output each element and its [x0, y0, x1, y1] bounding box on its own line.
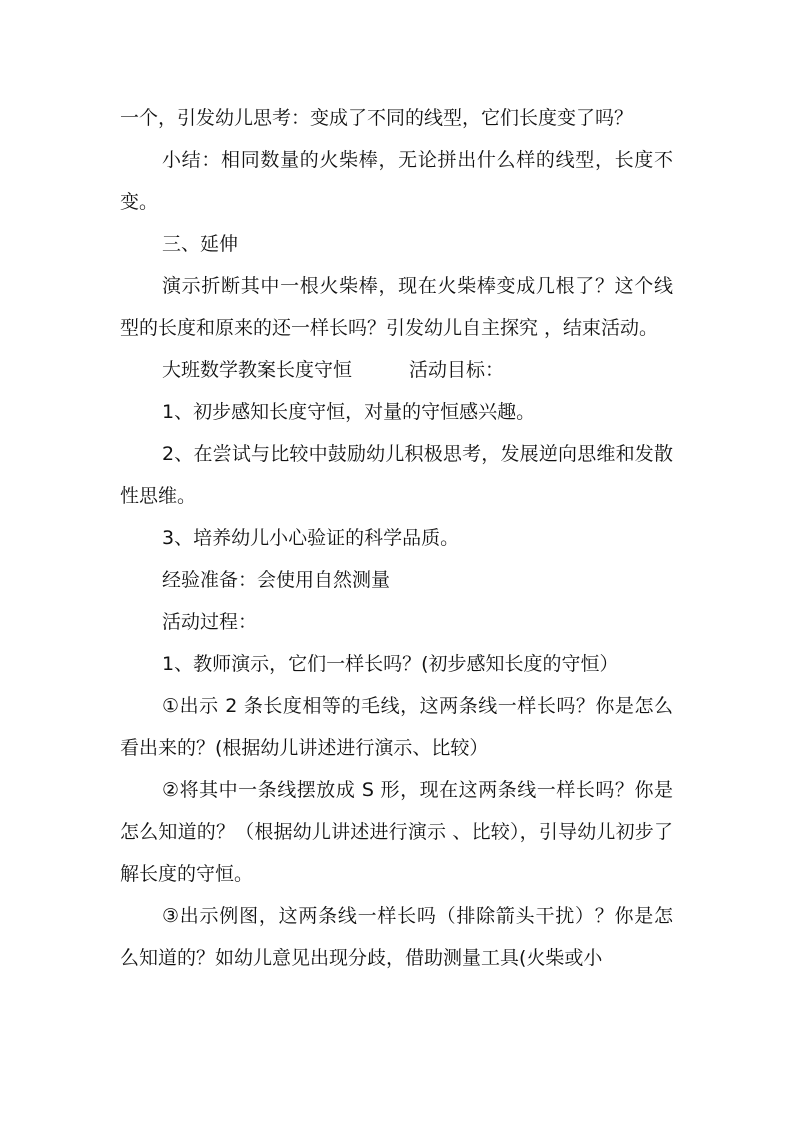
document-body	[120, 97, 673, 979]
experience-preparation: 经验准备：会使用自然测量	[162, 569, 391, 591]
objective-3: 3、培养幼儿小心验证的科学品质。	[162, 527, 460, 549]
process-substep-3: ③出示例图，这两条线一样长吗（排除箭头干扰）？你是怎么知道的？如幼儿意见出现分歧，借助测量工具(火柴或小	[120, 905, 673, 969]
activity-process-heading: 活动过程：	[162, 611, 258, 633]
paragraph-4: 演示折断其中一根火柴棒，现在火柴棒变成几根了？这个线型的长度和原来的还一样长吗？引发幼儿自主探究 ，结束活动。	[120, 275, 673, 339]
process-step-1: 1、教师演示，它们一样长吗？(初步感知长度的守恒）	[162, 653, 619, 675]
objective-2: 2、在尝试与比较中鼓励幼儿积极思考，发展逆向思维和发散性思维。	[120, 443, 673, 507]
objective-1: 1、初步感知长度守恒，对量的守恒感兴趣。	[162, 401, 536, 423]
process-substep-2: ②将其中一条线摆放成 S 形，现在这两条线一样长吗？你是怎么知道的？（根据幼儿讲述进行演示 、比较），引导幼儿初步了解长度的守恒。	[120, 779, 673, 885]
process-substep-1: ①出示 2 条长度相等的毛线，这两条线一样长吗？你是怎么看出来的？(根据幼儿讲述进行演示、比较）	[120, 695, 673, 759]
lesson-title: 大班数学教案长度守恒 活动目标：	[162, 359, 505, 381]
paragraph-2: 小结：相同数量的火柴棒，无论拼出什么样的线型，长度不变。	[120, 149, 673, 213]
section-heading-extension: 三、延伸	[162, 233, 239, 255]
paragraph-1: 一个，引发幼儿思考：变成了不同的线型，它们长度变了吗？	[120, 107, 634, 129]
